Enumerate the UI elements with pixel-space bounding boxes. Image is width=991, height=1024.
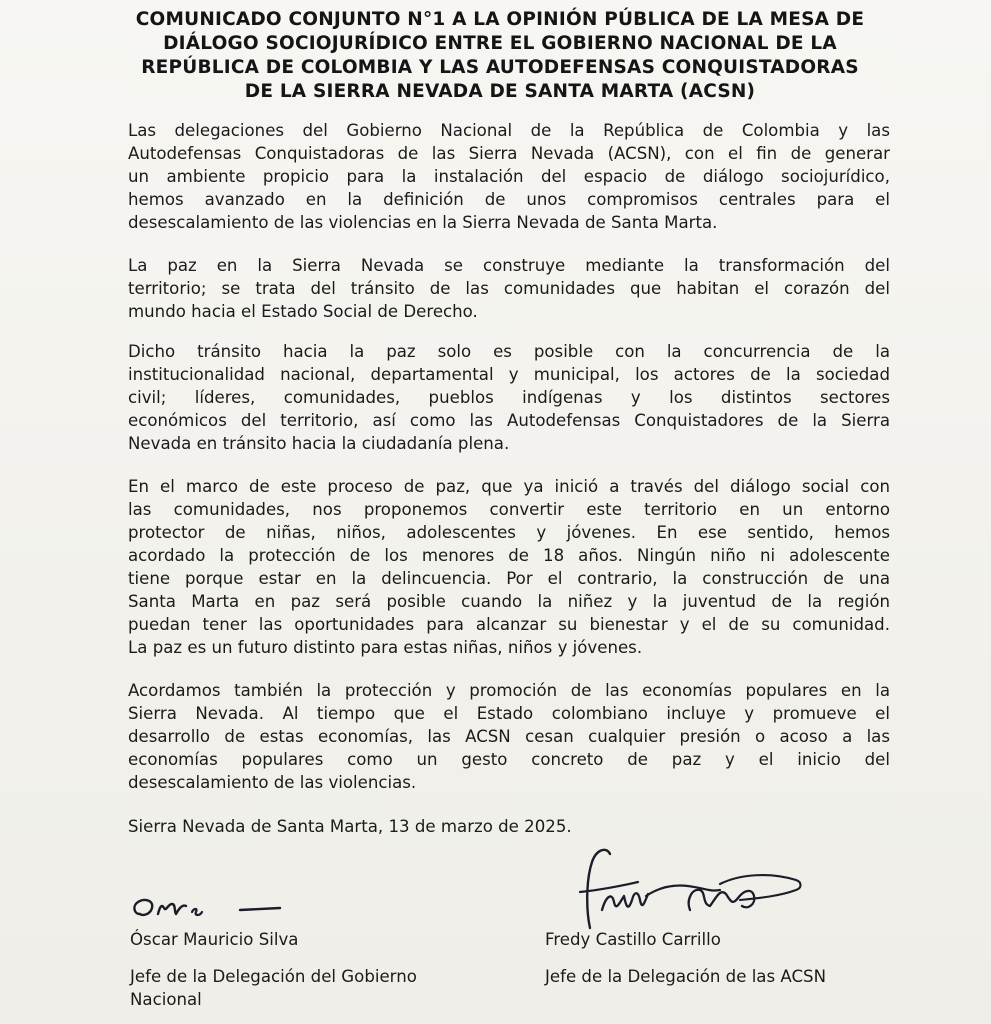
text-line: puedan tener las oportunidades para alcanzar su bienestar y el de su comunidad. bbox=[128, 615, 890, 634]
text-line: económicos del territorio, así como las Autodefensas Conquistadores de la Sierra bbox=[128, 411, 890, 430]
signatory-role: Jefe de la Delegación del Gobierno bbox=[130, 967, 417, 986]
paragraph-1 bbox=[128, 119, 890, 234]
text-line: Santa Marta en paz será posible cuando la niñez y la juventud de la región bbox=[128, 592, 890, 611]
text-line: tiene porque estar en la delincuencia. Por el contrario, la construcción de una bbox=[128, 569, 890, 588]
text-line: hemos avanzado en la definición de unos compromisos centrales para el bbox=[128, 190, 890, 209]
text-line: civil; líderes, comunidades, pueblos indígenas y los distintos sectores bbox=[128, 388, 890, 407]
text-line: Las delegaciones del Gobierno Nacional de la República de Colombia y las bbox=[128, 121, 890, 140]
title-line: COMUNICADO CONJUNTO N°1 A LA OPINIÓN PÚBLICA DE LA MESA DE bbox=[135, 9, 865, 30]
text-line: La paz es un futuro distinto para estas niñas, niños y jóvenes. bbox=[128, 638, 643, 657]
title-line: REPÚBLICA DE COLOMBIA Y LAS AUTODEFENSAS CONQUISTADORAS bbox=[141, 57, 859, 78]
text-line: Autodefensas Conquistadoras de las Sierra Nevada (ACSN), con el fin de generar bbox=[128, 144, 890, 163]
text-line: En el marco de este proceso de paz, que ya inició a través del diálogo social con bbox=[128, 477, 890, 496]
signatory-role: Jefe de la Delegación de las ACSN bbox=[545, 967, 826, 986]
text-line: institucionalidad nacional, departamental y municipal, los actores de la sociedad bbox=[128, 365, 890, 384]
document-title bbox=[120, 8, 880, 104]
signature-fredy-castillo bbox=[540, 840, 810, 940]
paragraph-2 bbox=[128, 254, 890, 323]
text-line: un ambiente propicio para la instalación del espacio de diálogo sociojurídico, bbox=[128, 167, 890, 186]
text-line: acordado la protección de los menores de 18 años. Ningún niño ni adolescente bbox=[128, 546, 890, 565]
text-line: desescalamiento de las violencias en la Sierra Nevada de Santa Marta. bbox=[128, 213, 718, 232]
signature-oscar-silva bbox=[128, 888, 308, 928]
text-line: Acordamos también la protección y promoción de las economías populares en la bbox=[128, 681, 890, 700]
text-line: protector de niñas, niños, adolescentes y jóvenes. En ese sentido, hemos bbox=[128, 523, 890, 542]
text-line: territorio; se trata del tránsito de las comunidades que habitan el corazón del bbox=[128, 279, 890, 298]
text-line: las comunidades, nos proponemos convertir este territorio en un entorno bbox=[128, 500, 890, 519]
place-date-text: Sierra Nevada de Santa Marta, 13 de marzo de 2025. bbox=[128, 817, 572, 836]
text-line: economías populares como un gesto concreto de paz y el inicio del bbox=[128, 750, 890, 769]
text-line: desescalamiento de las violencias. bbox=[128, 773, 417, 792]
signatory-acsn bbox=[545, 928, 826, 988]
paragraph-5 bbox=[128, 679, 890, 794]
text-line: desarrollo de estas economías, las ACSN cesan cualquier presión o acoso a las bbox=[128, 727, 890, 746]
text-line: La paz en la Sierra Nevada se construye mediante la transformación del bbox=[128, 256, 890, 275]
title-line: DIÁLOGO SOCIOJURÍDICO ENTRE EL GOBIERNO NACIONAL DE LA bbox=[163, 33, 837, 54]
signatory-name: Óscar Mauricio Silva bbox=[130, 930, 299, 949]
paragraph-3 bbox=[128, 340, 890, 455]
text-line: Nevada en tránsito hacia la ciudadanía plena. bbox=[128, 434, 510, 453]
signatory-name: Fredy Castillo Carrillo bbox=[545, 930, 721, 949]
text-line: Dicho tránsito hacia la paz solo es posible con la concurrencia de la bbox=[128, 342, 890, 361]
signatory-government bbox=[130, 928, 417, 1011]
text-line: mundo hacia el Estado Social de Derecho. bbox=[128, 302, 478, 321]
signatory-role: Nacional bbox=[130, 990, 202, 1009]
paragraph-4 bbox=[128, 475, 890, 659]
place-date bbox=[128, 815, 890, 838]
text-line: Sierra Nevada. Al tiempo que el Estado colombiano incluye y promueve el bbox=[128, 704, 890, 723]
title-line: DE LA SIERRA NEVADA DE SANTA MARTA (ACSN) bbox=[244, 81, 756, 102]
